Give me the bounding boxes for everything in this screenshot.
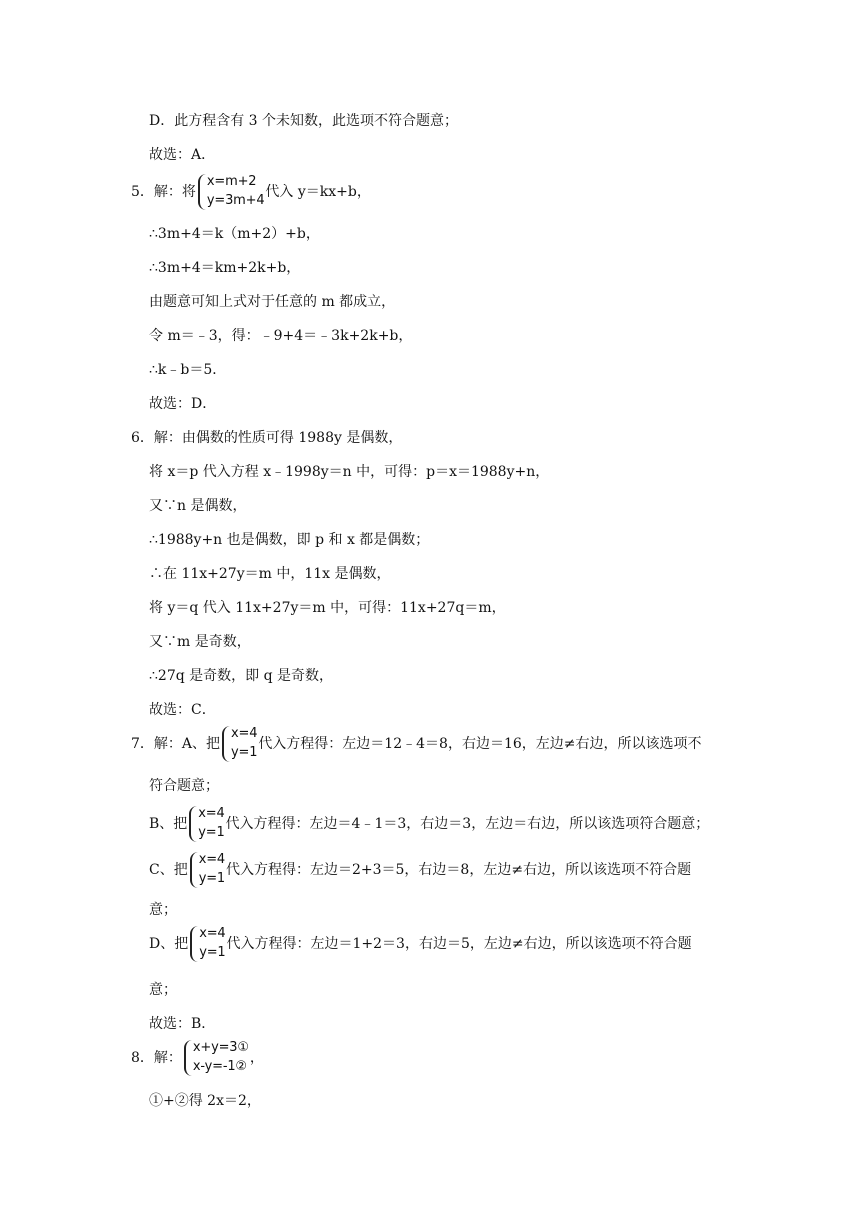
equation-row: x-y=-1②	[192, 1059, 247, 1074]
text-line: 由题意可知上式对于任意的 m 都成立，	[149, 294, 396, 310]
text-line: 故选：D．	[149, 396, 217, 412]
text-span: 解：将	[153, 184, 196, 200]
text-span: 代入方程得：左边＝1+2＝3，右边＝5，左边≠右边，所以该选项不符合题	[226, 936, 692, 952]
text-line: 将 y＝q 代入 11x+27y＝m 中，可得：11x+27q＝m，	[149, 600, 506, 616]
text-span: 代入方程得：左边＝4﹣1＝3，右边＝3，左边＝右边，所以该选项符合题意；	[225, 816, 710, 832]
option-c-line	[149, 850, 691, 890]
equation-row: y=1	[231, 745, 258, 760]
text-line: ∴k﹣b＝5．	[149, 362, 227, 378]
equation-system	[183, 1038, 249, 1078]
equation-row: y=3m+4	[206, 193, 265, 208]
equation-row: x=4	[231, 726, 258, 741]
text-span: 代入方程得：左边＝2+3＝5，右边＝8，左边≠右边，所以该选项不符合题	[225, 862, 692, 878]
text-span: D、把	[149, 936, 189, 952]
text-line: 意；	[149, 982, 177, 998]
text-line: 令 m＝﹣3，得：﹣9+4＝﹣3k+2k+b，	[149, 328, 413, 344]
text-span: 解：由偶数的性质可得 1988y 是偶数，	[153, 430, 403, 446]
question-number: 5．	[131, 184, 154, 200]
question-8-line	[131, 1038, 264, 1078]
option-b-line	[149, 804, 709, 844]
question-5-line	[131, 172, 371, 212]
equation-row: x=4	[198, 806, 225, 821]
question-number: 6．	[131, 430, 154, 446]
equation-row: x=4	[198, 852, 225, 867]
equation-system	[197, 172, 264, 212]
text-span: 代入 y＝kx+b，	[265, 184, 371, 200]
text-span: C、把	[149, 862, 188, 878]
text-line: D．此方程含有 3 个未知数，此选项不符合题意；	[149, 113, 459, 129]
text-line: 将 x＝p 代入方程 x﹣1998y＝n 中，可得：p＝x＝1988y+n，	[149, 464, 550, 480]
text-span: 代入方程得：左边＝12﹣4＝8，右边＝16，左边≠右边，所以该选项不	[258, 736, 702, 752]
text-line: 故选：B．	[149, 1016, 216, 1032]
question-number: 7．	[131, 736, 154, 752]
option-d-line	[149, 924, 692, 964]
question-7-line	[131, 724, 702, 764]
equation-system	[189, 924, 225, 964]
equation-system	[188, 804, 224, 844]
equation-system	[189, 850, 225, 890]
text-line: ∴3m+4＝km+2k+b，	[149, 260, 301, 276]
text-line: ∴1988y+n 也是偶数，即 p 和 x 都是偶数；	[149, 532, 430, 548]
question-6-line	[131, 428, 402, 448]
equation-row: x=4	[199, 926, 226, 941]
equation-row: y=1	[198, 825, 225, 840]
equation-row: x=m+2	[206, 174, 257, 189]
text-span: ，	[249, 1050, 264, 1066]
question-number: 8．	[131, 1050, 154, 1066]
text-line: 故选：A．	[149, 147, 216, 163]
text-line: ①+②得 2x＝2，	[149, 1093, 261, 1109]
text-span: 解：A、把	[153, 736, 221, 752]
equation-row: y=1	[198, 871, 225, 886]
equation-row: x+y=3①	[192, 1040, 249, 1055]
text-line: 符合题意；	[149, 778, 219, 794]
text-line: ∴3m+4＝k（m+2）+b，	[149, 226, 320, 242]
equation-row: y=1	[199, 945, 226, 960]
text-line: 故选：C．	[149, 702, 216, 718]
text-line: 又∵m 是奇数，	[149, 634, 251, 650]
equation-system	[221, 724, 257, 764]
text-line: 意；	[149, 902, 177, 918]
text-line: 又∵n 是偶数，	[149, 498, 247, 514]
text-line: ∴在 11x+27y＝m 中，11x 是偶数，	[149, 566, 391, 582]
text-line: ∴27q 是奇数，即 q 是奇数，	[149, 668, 333, 684]
text-span: B、把	[149, 816, 188, 832]
text-span: 解：	[153, 1050, 182, 1066]
